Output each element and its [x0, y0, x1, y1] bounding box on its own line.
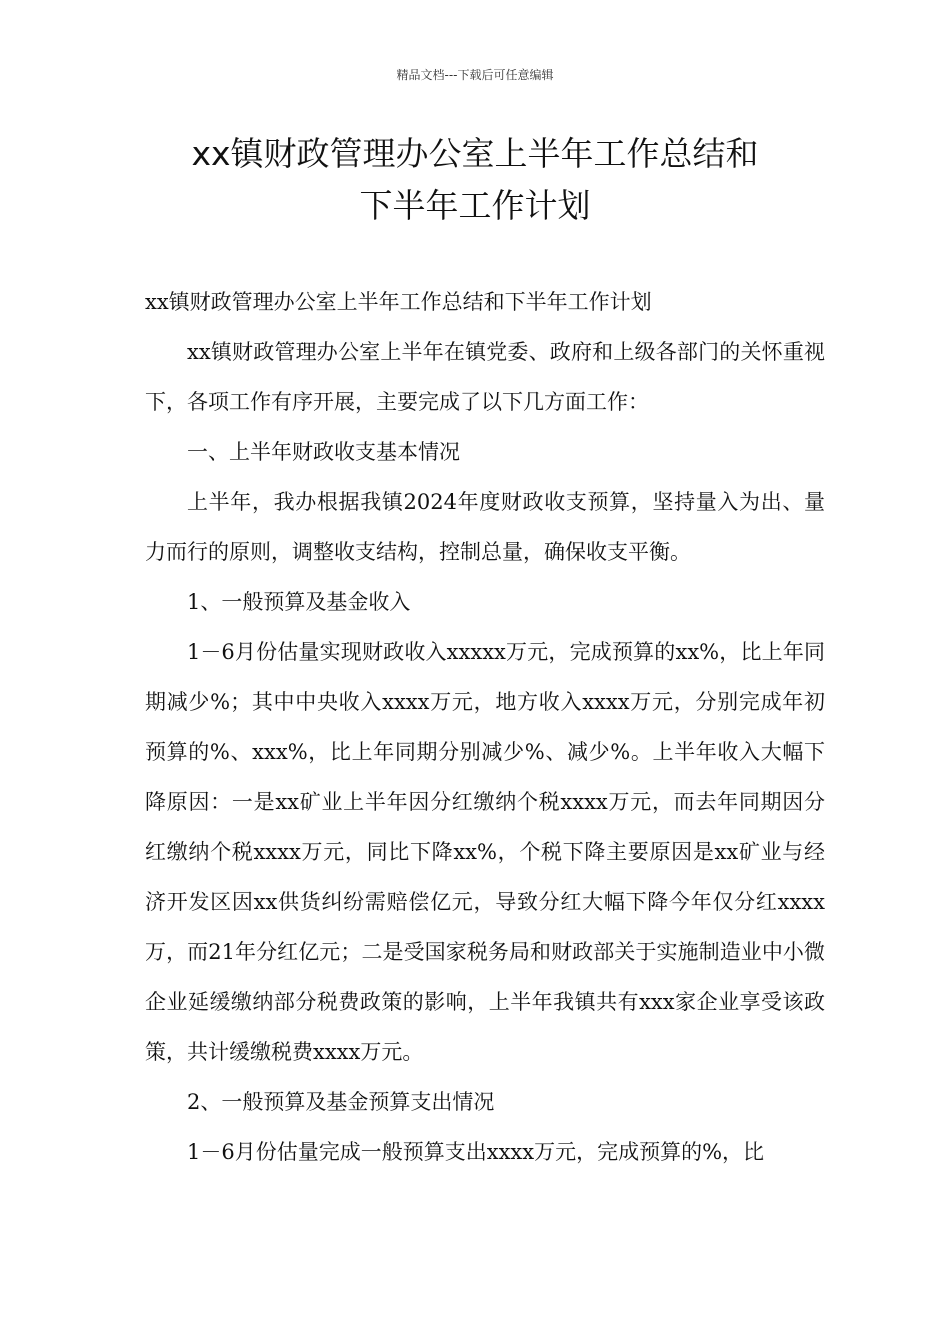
body-paragraph: 上半年，我办根据我镇2024年度财政收支预算，坚持量入为出、量力而行的原则，调整收支结构，控制总量，确保收支平衡。 — [145, 490, 825, 564]
body-paragraph: 1－6月份估量实现财政收入xxxxx万元，完成预算的xx%，比上年同期减少%；其中中央收入xxxx万元，地方收入xxxx万元，分别完成年初预算的%、xxx%，比上年同期分别减少%、减少%。上半年收入大幅下降原因：一是xx矿业上半年因分红缴纳个税xxxx万元，而去年同期因分红缴纳个税xxxx万元，同比下降xx%，个税下降主要原因是xx矿业与经济开发区因xx供货纠纷需赔偿亿元，导致分红大幅下降今年仅分红xxxx万，而21年分红亿元；二是受国家税务局和财政部关于实施制造业中小微企业延缓缴纳部分税费政策的影响，上半年我镇共有xxx家企业享受该政策，共计缓缴税费xxxx万元。 — [145, 640, 825, 1064]
title-line-2: 下半年工作计划 — [359, 186, 591, 225]
subsection-heading-1: 1、一般预算及基金收入 — [187, 590, 411, 614]
intro-paragraph: xx镇财政管理办公室上半年在镇党委、政府和上级各部门的关怀重视下，各项工作有序开展，主要完成了以下几方面工作： — [145, 340, 825, 414]
body-paragraph: 1－6月份估量完成一般预算支出xxxx万元，完成预算的%，比 — [187, 1140, 765, 1164]
document-body — [145, 277, 825, 1177]
subsection-heading-2: 2、一般预算及基金预算支出情况 — [187, 1090, 495, 1114]
title-line-1: xx镇财政管理办公室上半年工作总结和 — [191, 134, 759, 173]
document-title — [0, 128, 950, 232]
page-header-note: 精品文档---下载后可任意编辑 — [396, 68, 554, 82]
subtitle-paragraph: xx镇财政管理办公室上半年工作总结和下半年工作计划 — [145, 290, 652, 314]
section-heading-1: 一、上半年财政收支基本情况 — [187, 440, 460, 464]
